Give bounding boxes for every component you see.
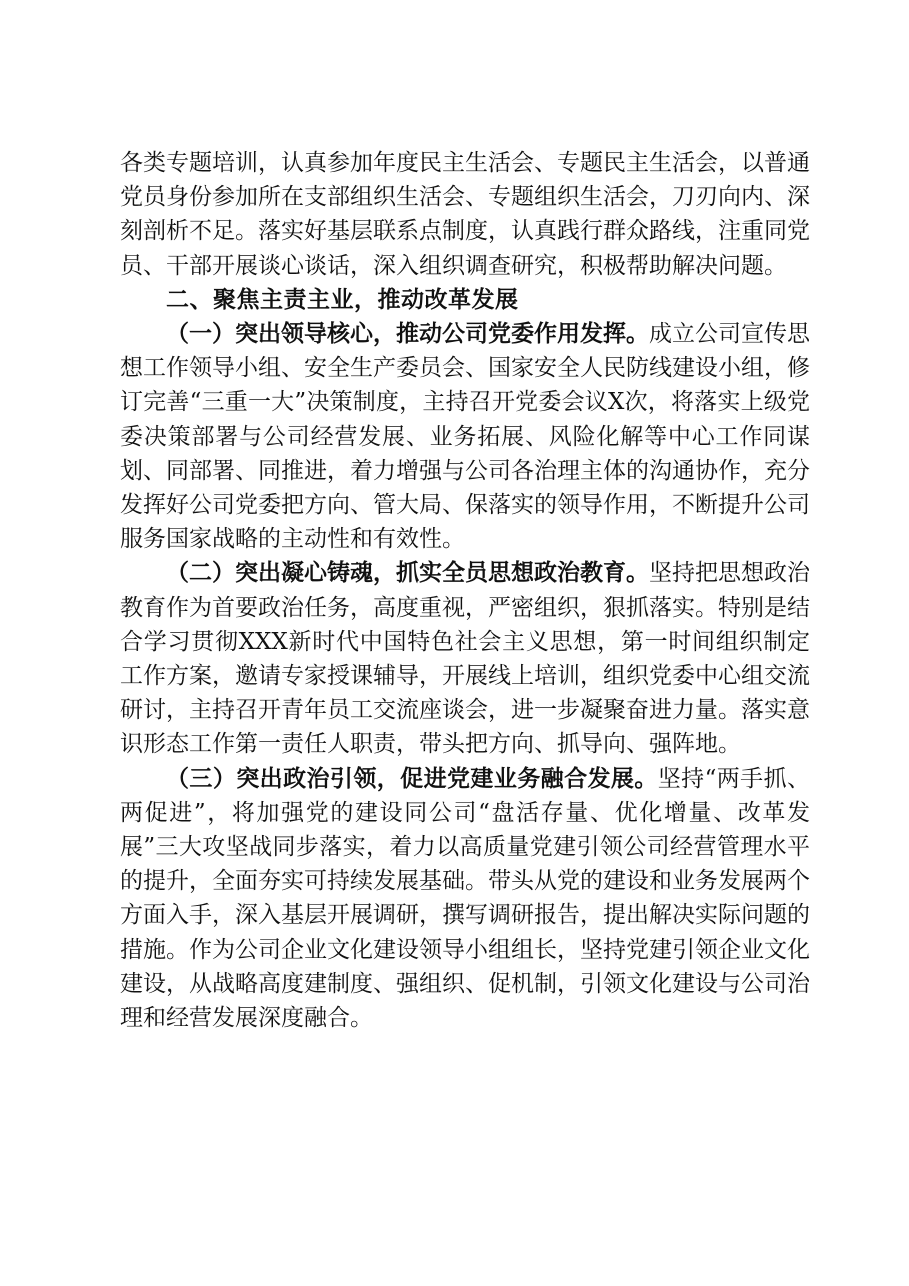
item-body: 成立公司宣传思想工作领导小组、安全生产委员会、国家安全人民防线建设小组，修订完善“三重一大”决策制度，主持召开党委会议X次，将落实上级党委决策部署与公司经营发展、业务拓展、风险化解等中心工作同谋划、同部署、同推进，着力增强与公司各治理主体的沟通协作，充分发挥好公司党委把方向、管大局、保落实的领导作用，不断提升公司服务国家战略的主动性和有效性。 <box>120 321 810 553</box>
document-body <box>120 146 810 1035</box>
item-lead: （二）突出凝心铸魂，抓实全员思想政治教育。 <box>166 559 649 587</box>
item-body: 坚持把思想政治教育作为首要政治任务，高度重视，严密组织，狠抓落实。特别是结合学习贯彻XXX新时代中国特色社会主义思想，第一时间组织制定工作方案，邀请专家授课辅导，开展线上培训，组织党委中心组交流研讨，主持召开青年员工交流座谈会，进一步凝聚奋进力量。落实意识形态工作第一责任人职责，带头把方向、抓导向、强阵地。 <box>120 560 810 758</box>
item-body: 坚持“两手抓、两促进”，将加强党的建设同公司“盘活存量、优化增量、改革发展”三大攻坚战同步落实，着力以高质量党建引领公司经营管理水平的提升，全面夯实可持续发展基础。带头从党的建设和业务发展两个方面入手，深入基层开展调研，撰写调研报告，提出解决实际问题的措施。作为公司企业文化建设领导小组组长，坚持党建引领企业文化建设，从战略高度建制度、强组织、促机制，引领文化建设与公司治理和经营发展深度融合。 <box>120 765 811 1032</box>
item-lead: （三）突出政治引领，促进党建业务融合发展。 <box>166 764 658 792</box>
paragraph-item-3 <box>120 762 810 1036</box>
item-lead: （一）突出领导核心，推动公司党委作用发挥。 <box>166 320 649 348</box>
section-heading: 二、聚焦主责主业，推动改革发展 <box>166 286 519 313</box>
paragraph-continued <box>120 146 810 283</box>
paragraph-item-1 <box>120 317 810 556</box>
paragraph-item-2 <box>120 556 810 761</box>
paragraph-text: 各类专题培训，认真参加年度民主生活会、专题民主生活会，以普通党员身份参加所在支部组织生活会、专题组织生活会，刀刃向内、深刻剖析不足。落实好基层联系点制度，认真践行群众路线，注重同党员、干部开展谈心谈话，深入组织调查研究，积极帮助解决问题。 <box>120 150 810 279</box>
